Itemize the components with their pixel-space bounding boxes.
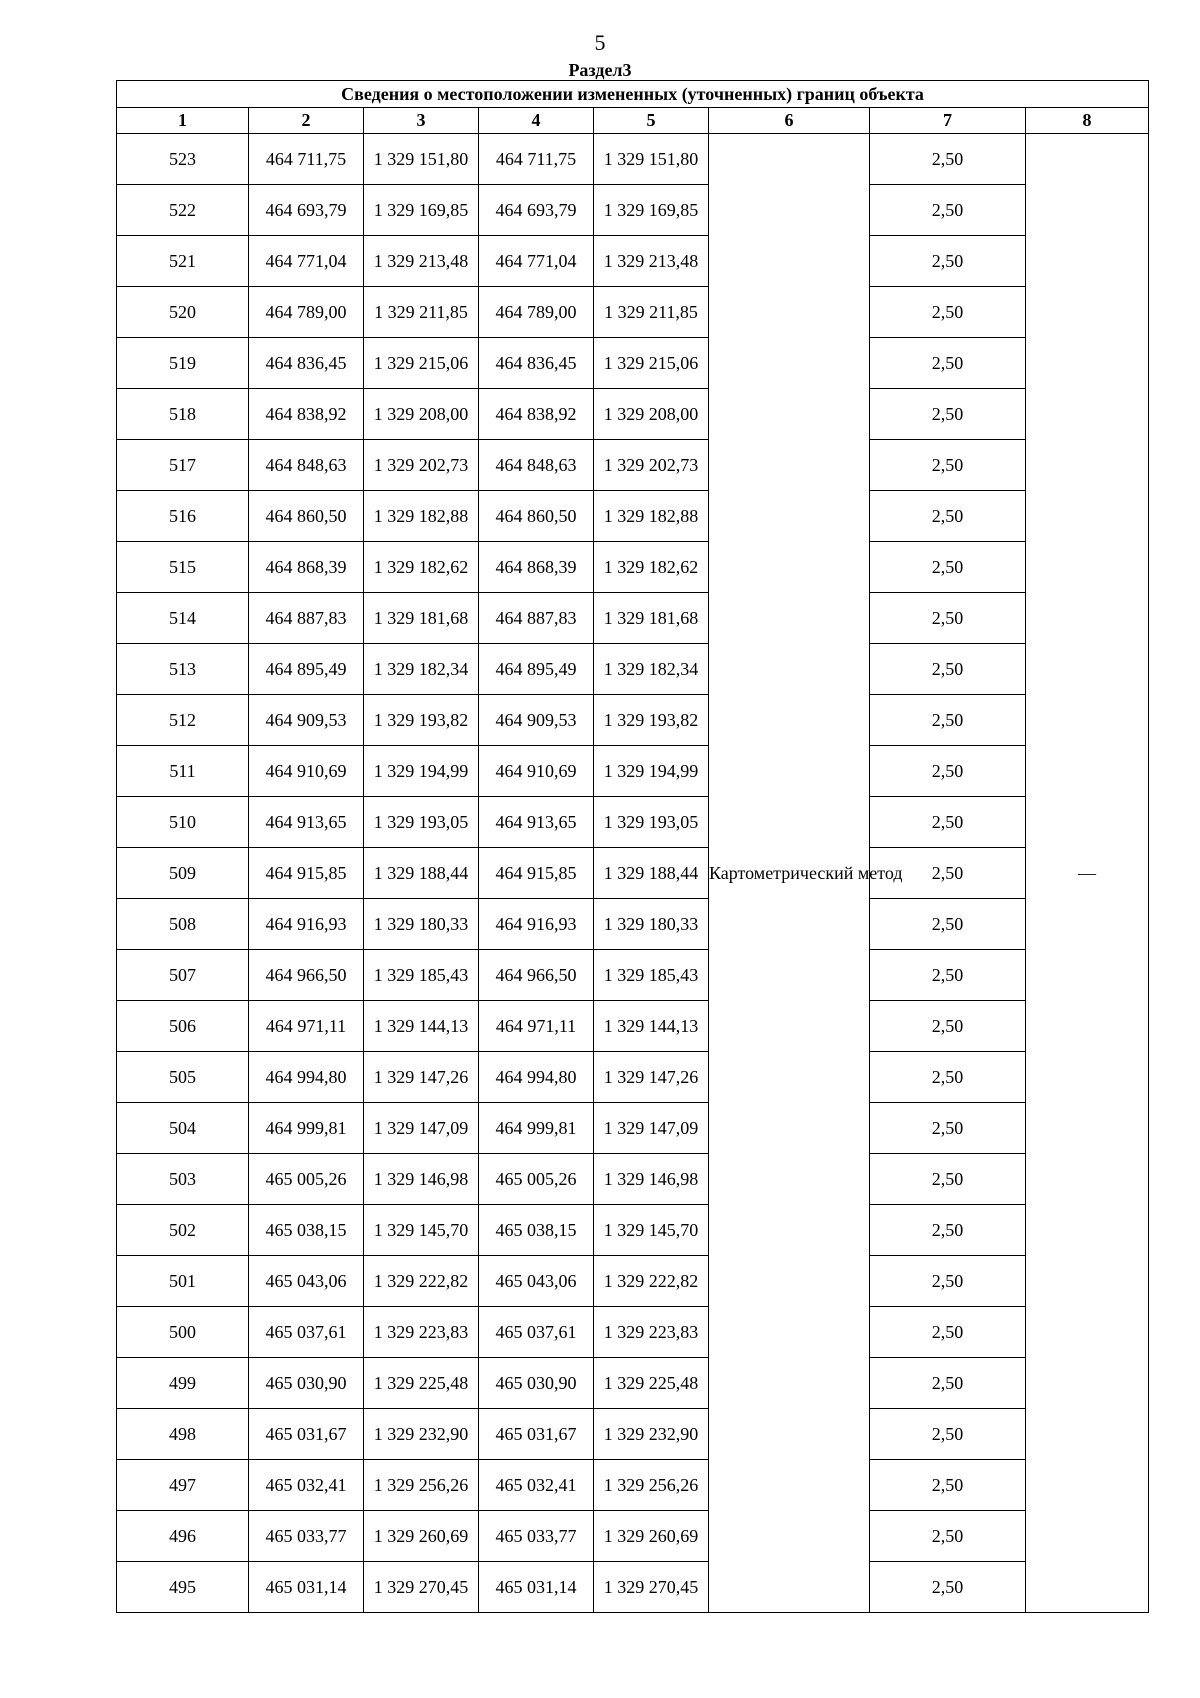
accuracy-cell: 2,50 [870,695,1026,746]
column-number: 6 [709,108,870,134]
table-row [117,134,1149,185]
old-y-cell: 1 329 213,48 [364,236,479,287]
point-number-cell: 510 [117,797,249,848]
accuracy-cell: 2,50 [870,848,1026,899]
accuracy-cell: 2,50 [870,899,1026,950]
column-number: 4 [479,108,594,134]
accuracy-cell: 2,50 [870,644,1026,695]
old-y-cell: 1 329 181,68 [364,593,479,644]
table-row [117,950,1149,1001]
point-number-cell: 501 [117,1256,249,1307]
point-number-cell: 503 [117,1154,249,1205]
accuracy-cell: 2,50 [870,1154,1026,1205]
old-y-cell: 1 329 232,90 [364,1409,479,1460]
new-y-cell: 1 329 193,82 [594,695,709,746]
accuracy-cell: 2,50 [870,185,1026,236]
new-x-cell: 464 916,93 [479,899,594,950]
old-x-cell: 464 848,63 [249,440,364,491]
old-x-cell: 465 005,26 [249,1154,364,1205]
old-x-cell: 464 916,93 [249,899,364,950]
new-y-cell: 1 329 222,82 [594,1256,709,1307]
old-y-cell: 1 329 202,73 [364,440,479,491]
point-number-cell: 499 [117,1358,249,1409]
new-y-cell: 1 329 182,62 [594,542,709,593]
old-x-cell: 465 037,61 [249,1307,364,1358]
column-number: 7 [870,108,1026,134]
old-x-cell: 464 999,81 [249,1103,364,1154]
point-number-cell: 513 [117,644,249,695]
point-number-cell: 512 [117,695,249,746]
old-y-cell: 1 329 215,06 [364,338,479,389]
accuracy-cell: 2,50 [870,1307,1026,1358]
new-y-cell: 1 329 147,26 [594,1052,709,1103]
new-y-cell: 1 329 147,09 [594,1103,709,1154]
accuracy-cell: 2,50 [870,1358,1026,1409]
new-x-cell: 465 037,61 [479,1307,594,1358]
new-x-cell: 465 033,77 [479,1511,594,1562]
point-number-cell: 506 [117,1001,249,1052]
table-row [117,593,1149,644]
point-number-cell: 515 [117,542,249,593]
point-number-cell: 509 [117,848,249,899]
new-x-cell: 464 693,79 [479,185,594,236]
new-y-cell: 1 329 151,80 [594,134,709,185]
new-x-cell: 465 031,67 [479,1409,594,1460]
new-x-cell: 464 915,85 [479,848,594,899]
old-y-cell: 1 329 260,69 [364,1511,479,1562]
new-y-cell: 1 329 215,06 [594,338,709,389]
accuracy-cell: 2,50 [870,1409,1026,1460]
point-number-cell: 497 [117,1460,249,1511]
new-y-cell: 1 329 180,33 [594,899,709,950]
point-number-cell: 507 [117,950,249,1001]
new-y-cell: 1 329 270,45 [594,1562,709,1613]
accuracy-cell: 2,50 [870,593,1026,644]
accuracy-cell: 2,50 [870,1256,1026,1307]
coordinates-table [116,80,1149,1613]
column-number: 1 [117,108,249,134]
table-row [117,440,1149,491]
old-y-cell: 1 329 151,80 [364,134,479,185]
table-row [117,185,1149,236]
method-cell: Картометрический метод [709,134,870,1613]
old-x-cell: 464 838,92 [249,389,364,440]
point-number-cell: 520 [117,287,249,338]
table-row [117,389,1149,440]
accuracy-cell: 2,50 [870,491,1026,542]
table-title-row [117,81,1149,108]
table-row [117,1511,1149,1562]
point-number-cell: 522 [117,185,249,236]
table-row [117,848,1149,899]
point-number-cell: 516 [117,491,249,542]
new-x-cell: 465 032,41 [479,1460,594,1511]
new-x-cell: 464 838,92 [479,389,594,440]
new-y-cell: 1 329 232,90 [594,1409,709,1460]
column-number-row [117,108,1149,134]
new-y-cell: 1 329 144,13 [594,1001,709,1052]
point-number-cell: 495 [117,1562,249,1613]
table-row [117,1103,1149,1154]
point-number-cell: 523 [117,134,249,185]
old-x-cell: 464 994,80 [249,1052,364,1103]
old-y-cell: 1 329 193,05 [364,797,479,848]
point-number-cell: 498 [117,1409,249,1460]
point-number-cell: 514 [117,593,249,644]
old-x-cell: 464 693,79 [249,185,364,236]
table-body [117,134,1149,1613]
table-row [117,746,1149,797]
accuracy-cell: 2,50 [870,389,1026,440]
table-row [117,644,1149,695]
point-number-cell: 504 [117,1103,249,1154]
new-x-cell: 464 913,65 [479,797,594,848]
old-y-cell: 1 329 182,34 [364,644,479,695]
accuracy-cell: 2,50 [870,1205,1026,1256]
old-y-cell: 1 329 270,45 [364,1562,479,1613]
old-y-cell: 1 329 256,26 [364,1460,479,1511]
table-row [117,1205,1149,1256]
new-y-cell: 1 329 182,88 [594,491,709,542]
old-x-cell: 464 836,45 [249,338,364,389]
new-x-cell: 464 771,04 [479,236,594,287]
accuracy-cell: 2,50 [870,440,1026,491]
accuracy-cell: 2,50 [870,797,1026,848]
table-row [117,542,1149,593]
old-y-cell: 1 329 208,00 [364,389,479,440]
old-x-cell: 464 909,53 [249,695,364,746]
point-number-cell: 505 [117,1052,249,1103]
new-y-cell: 1 329 145,70 [594,1205,709,1256]
accuracy-cell: 2,50 [870,338,1026,389]
new-x-cell: 464 909,53 [479,695,594,746]
new-y-cell: 1 329 211,85 [594,287,709,338]
old-y-cell: 1 329 185,43 [364,950,479,1001]
page-number: 5 [594,30,606,55]
table-row [117,1409,1149,1460]
new-y-cell: 1 329 193,05 [594,797,709,848]
column-number: 5 [594,108,709,134]
new-x-cell: 465 038,15 [479,1205,594,1256]
new-y-cell: 1 329 188,44 [594,848,709,899]
old-y-cell: 1 329 222,82 [364,1256,479,1307]
new-y-cell: 1 329 225,48 [594,1358,709,1409]
new-x-cell: 464 711,75 [479,134,594,185]
old-x-cell: 464 913,65 [249,797,364,848]
new-y-cell: 1 329 223,83 [594,1307,709,1358]
old-x-cell: 465 043,06 [249,1256,364,1307]
new-y-cell: 1 329 213,48 [594,236,709,287]
accuracy-cell: 2,50 [870,542,1026,593]
table-row [117,1001,1149,1052]
new-x-cell: 464 971,11 [479,1001,594,1052]
new-y-cell: 1 329 260,69 [594,1511,709,1562]
point-number-cell: 511 [117,746,249,797]
new-x-cell: 464 868,39 [479,542,594,593]
new-y-cell: 1 329 146,98 [594,1154,709,1205]
old-x-cell: 464 887,83 [249,593,364,644]
old-x-cell: 464 910,69 [249,746,364,797]
new-x-cell: 464 860,50 [479,491,594,542]
old-y-cell: 1 329 144,13 [364,1001,479,1052]
table-row [117,491,1149,542]
old-y-cell: 1 329 225,48 [364,1358,479,1409]
table-row [117,899,1149,950]
old-y-cell: 1 329 211,85 [364,287,479,338]
accuracy-cell: 2,50 [870,236,1026,287]
old-x-cell: 464 895,49 [249,644,364,695]
point-number-cell: 496 [117,1511,249,1562]
accuracy-cell: 2,50 [870,746,1026,797]
new-y-cell: 1 329 202,73 [594,440,709,491]
new-x-cell: 465 031,14 [479,1562,594,1613]
table-row [117,1562,1149,1613]
new-x-cell: 464 994,80 [479,1052,594,1103]
old-y-cell: 1 329 147,09 [364,1103,479,1154]
new-y-cell: 1 329 169,85 [594,185,709,236]
new-x-cell: 464 887,83 [479,593,594,644]
new-x-cell: 464 836,45 [479,338,594,389]
table-row [117,1460,1149,1511]
accuracy-cell: 2,50 [870,287,1026,338]
section-label: Раздел3 [568,60,632,80]
new-y-cell: 1 329 208,00 [594,389,709,440]
new-y-cell: 1 329 194,99 [594,746,709,797]
old-y-cell: 1 329 180,33 [364,899,479,950]
new-x-cell: 464 789,00 [479,287,594,338]
old-x-cell: 464 966,50 [249,950,364,1001]
old-x-cell: 464 711,75 [249,134,364,185]
new-x-cell: 465 005,26 [479,1154,594,1205]
table-row [117,1154,1149,1205]
old-y-cell: 1 329 145,70 [364,1205,479,1256]
new-y-cell: 1 329 181,68 [594,593,709,644]
old-x-cell: 465 032,41 [249,1460,364,1511]
accuracy-cell: 2,50 [870,1511,1026,1562]
old-y-cell: 1 329 223,83 [364,1307,479,1358]
note-cell: — [1026,134,1149,1613]
new-x-cell: 464 966,50 [479,950,594,1001]
point-number-cell: 508 [117,899,249,950]
point-number-cell: 502 [117,1205,249,1256]
table-row [117,1256,1149,1307]
table-row [117,287,1149,338]
accuracy-cell: 2,50 [870,1001,1026,1052]
table-row [117,797,1149,848]
accuracy-cell: 2,50 [870,134,1026,185]
old-x-cell: 464 868,39 [249,542,364,593]
old-x-cell: 464 860,50 [249,491,364,542]
old-x-cell: 465 031,67 [249,1409,364,1460]
old-x-cell: 464 789,00 [249,287,364,338]
new-x-cell: 465 043,06 [479,1256,594,1307]
accuracy-cell: 2,50 [870,1052,1026,1103]
new-x-cell: 464 999,81 [479,1103,594,1154]
accuracy-cell: 2,50 [870,950,1026,1001]
new-x-cell: 464 848,63 [479,440,594,491]
accuracy-cell: 2,50 [870,1460,1026,1511]
new-y-cell: 1 329 182,34 [594,644,709,695]
old-x-cell: 464 971,11 [249,1001,364,1052]
accuracy-cell: 2,50 [870,1103,1026,1154]
old-x-cell: 465 038,15 [249,1205,364,1256]
old-x-cell: 464 771,04 [249,236,364,287]
old-y-cell: 1 329 147,26 [364,1052,479,1103]
point-number-cell: 521 [117,236,249,287]
new-x-cell: 464 895,49 [479,644,594,695]
old-x-cell: 465 030,90 [249,1358,364,1409]
point-number-cell: 500 [117,1307,249,1358]
old-y-cell: 1 329 182,88 [364,491,479,542]
point-number-cell: 518 [117,389,249,440]
column-number: 2 [249,108,364,134]
old-x-cell: 465 033,77 [249,1511,364,1562]
old-y-cell: 1 329 193,82 [364,695,479,746]
new-x-cell: 464 910,69 [479,746,594,797]
old-y-cell: 1 329 146,98 [364,1154,479,1205]
table-row [117,1358,1149,1409]
new-y-cell: 1 329 256,26 [594,1460,709,1511]
table-row [117,1052,1149,1103]
old-y-cell: 1 329 169,85 [364,185,479,236]
table-row [117,236,1149,287]
column-number: 8 [1026,108,1149,134]
old-x-cell: 464 915,85 [249,848,364,899]
table-row [117,695,1149,746]
table-row [117,1307,1149,1358]
table-title: Сведения о местоположении измененных (уточненных) границ объекта [117,81,1149,108]
point-number-cell: 517 [117,440,249,491]
point-number-cell: 519 [117,338,249,389]
old-x-cell: 465 031,14 [249,1562,364,1613]
old-y-cell: 1 329 188,44 [364,848,479,899]
accuracy-cell: 2,50 [870,1562,1026,1613]
new-y-cell: 1 329 185,43 [594,950,709,1001]
new-x-cell: 465 030,90 [479,1358,594,1409]
column-number: 3 [364,108,479,134]
old-y-cell: 1 329 182,62 [364,542,479,593]
old-y-cell: 1 329 194,99 [364,746,479,797]
table-row [117,338,1149,389]
